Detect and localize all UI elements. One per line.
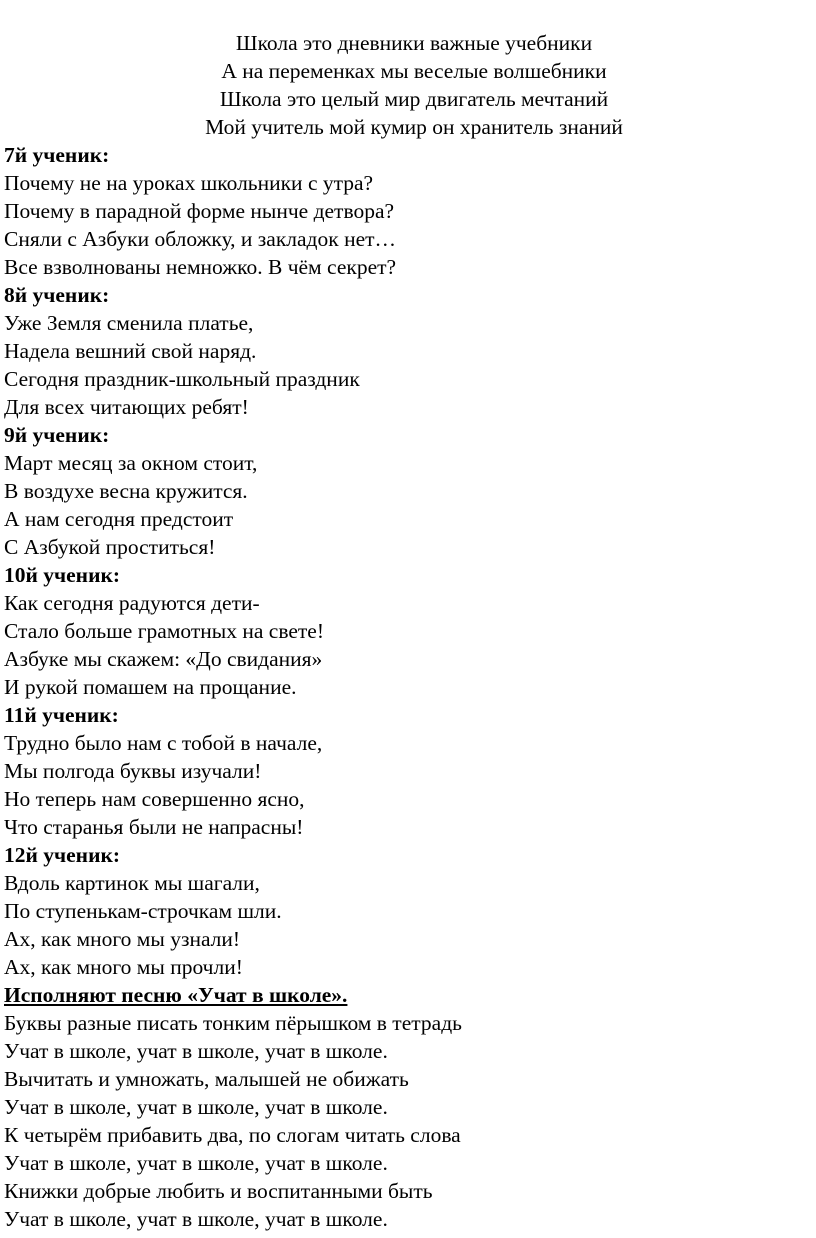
verse-line: Сняли с Азбуки обложку, и закладок нет…	[4, 227, 397, 251]
verse-line: Мы полгода буквы изучали!	[4, 759, 262, 783]
verse-12	[0, 841, 816, 981]
song-line: Буквы разные писать тонким пёрышком в тетрадь	[4, 1011, 462, 1035]
intro-line: А на переменках мы веселые волшебники	[221, 59, 607, 83]
song-line: Книжки добрые любить и воспитанными быть	[4, 1179, 433, 1203]
verse-line: Ах, как много мы узнали!	[4, 927, 241, 951]
verse-line: Но теперь нам совершенно ясно,	[4, 787, 305, 811]
song-line: Учат в школе, учат в школе, учат в школе.	[4, 1207, 388, 1231]
verse-line: Стало больше грамотных на свете!	[4, 619, 325, 643]
intro-line: Школа это дневники важные учебники	[235, 31, 593, 55]
document-page	[0, 29, 816, 1233]
speaker-label: 11й ученик:	[4, 703, 119, 727]
verse-line: Для всех читающих ребят!	[4, 395, 249, 419]
verse-line: Почему не на уроках школьники с утра?	[4, 171, 374, 195]
verse-line: Март месяц за окном стоит,	[4, 451, 258, 475]
speaker-label: 9й ученик:	[4, 423, 110, 447]
verse-line: Уже Земля сменила платье,	[4, 311, 254, 335]
intro-stanza	[0, 29, 816, 141]
verse-11	[0, 701, 816, 841]
verse-10	[0, 561, 816, 701]
speaker-label: 8й ученик:	[4, 283, 110, 307]
verse-line: Что старанья были не напрасны!	[4, 815, 304, 839]
verse-line: Почему в парадной форме нынче детвора?	[4, 199, 395, 223]
verse-7	[0, 141, 816, 281]
speaker-label: 12й ученик:	[4, 843, 121, 867]
verse-9	[0, 421, 816, 561]
verse-line: А нам сегодня предстоит	[4, 507, 234, 531]
song-line: Учат в школе, учат в школе, учат в школе.	[4, 1039, 388, 1063]
intro-line: Школа это целый мир двигатель мечтаний	[219, 87, 609, 111]
verse-line: В воздухе весна кружится.	[4, 479, 248, 503]
verse-line: Сегодня праздник-школьный праздник	[4, 367, 360, 391]
song-title: Исполняют песню «Учат в школе».	[4, 983, 348, 1007]
intro-line: Мой учитель мой кумир он хранитель знаний	[205, 115, 623, 139]
verse-line: Трудно было нам с тобой в начале,	[4, 731, 323, 755]
song-section	[0, 981, 816, 1233]
song-line: Учат в школе, учат в школе, учат в школе.	[4, 1095, 388, 1119]
song-line: Вычитать и умножать, малышей не обижать	[4, 1067, 409, 1091]
verse-line: Все взволнованы немножко. В чём секрет?	[4, 255, 397, 279]
verse-8	[0, 281, 816, 421]
song-line: К четырём прибавить два, по слогам читать слова	[4, 1123, 461, 1147]
verse-line: Ах, как много мы прочли!	[4, 955, 243, 979]
verse-line: Как сегодня радуются дети-	[4, 591, 260, 615]
verse-line: Надела вешний свой наряд.	[4, 339, 257, 363]
verse-line: Вдоль картинок мы шагали,	[4, 871, 260, 895]
verse-line: Азбуке мы скажем: «До свидания»	[4, 647, 323, 671]
verse-line: И рукой помашем на прощание.	[4, 675, 297, 699]
speaker-label: 7й ученик:	[4, 143, 110, 167]
verse-line: По ступенькам-строчкам шли.	[4, 899, 282, 923]
verse-line: С Азбукой проститься!	[4, 535, 216, 559]
song-line: Учат в школе, учат в школе, учат в школе.	[4, 1151, 388, 1175]
speaker-label: 10й ученик:	[4, 563, 121, 587]
